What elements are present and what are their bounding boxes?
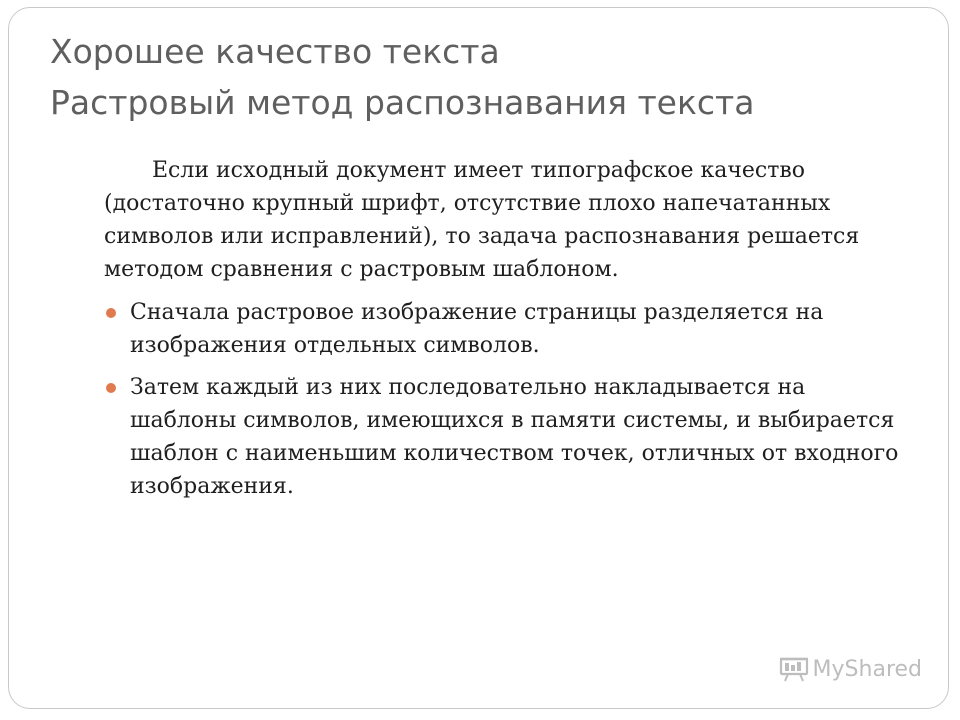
- bullet-list: [104, 296, 904, 503]
- slide-title: [50, 26, 910, 128]
- myshared-watermark: [779, 656, 922, 682]
- presentation-board-icon: [779, 656, 809, 682]
- bullet-dot-icon: [106, 383, 116, 393]
- slide-body: [104, 154, 904, 512]
- intro-paragraph: Если исходный документ имеет типографское качество (достаточно крупный шрифт, отсутствие плохо напечатанных символов или исправлений), то задача распознавания решается методом сравнения с растровым шаблоном.: [104, 158, 860, 282]
- bullet-text-2: Затем каждый из них последовательно накладывается на шаблоны символов, имеющихся в памяти системы, и выбирается шаблон с наименьшим количеством точек, отличных от входного изображения.: [130, 375, 899, 499]
- bullet-item-1: [104, 296, 904, 362]
- bullet-text-1: Сначала растровое изображение страницы разделяется на изображения отдельных символов.: [130, 300, 824, 358]
- bullet-dot-icon: [106, 308, 116, 318]
- watermark-text: MyShared: [812, 656, 922, 682]
- bullet-item-2: [104, 371, 904, 503]
- slide-title-line-1: Хорошее качество текста: [50, 32, 500, 71]
- slide-title-line-2: Растровый метод распознавания текста: [50, 83, 755, 122]
